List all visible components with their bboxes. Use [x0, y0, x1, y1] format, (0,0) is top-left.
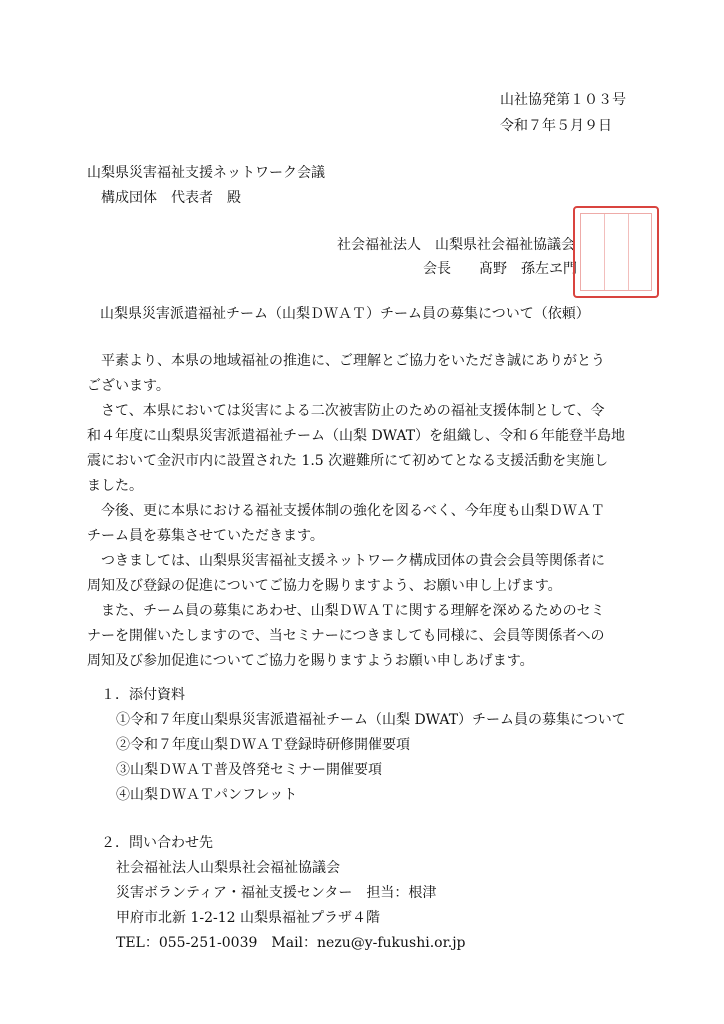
body-line: また、チーム員の募集にあわせ、山梨ＤＷＡＴに関する理解を深めるためのセミ — [101, 603, 605, 619]
contact-line: 甲府市北新 1-2-12 山梨県福祉プラザ４階 — [116, 910, 380, 926]
attachment-item: ④山梨ＤＷＡＴパンフレット — [116, 787, 298, 803]
attachment-item: ③山梨ＤＷＡＴ普及啓発セミナー開催要項 — [116, 762, 382, 778]
document-date: 令和７年５月９日 — [500, 118, 612, 134]
sender-title-name: 会長 髙野 孫左ヱ門 — [423, 261, 577, 277]
document-number: 山社協発第１０３号 — [500, 92, 626, 108]
contact-heading: ２．問い合わせ先 — [101, 835, 213, 851]
contact-line: 災害ボランティア・福祉支援センター 担当：根津 — [116, 885, 437, 901]
body-line: チーム員を募集させていただきます。 — [87, 528, 324, 544]
body-line: 今後、更に本県における福祉支援体制の強化を図るべく、今年度も山梨ＤＷＡＴ — [101, 503, 605, 519]
recipient-organization: 山梨県災害福祉支援ネットワーク会議 — [87, 165, 325, 181]
body-line: さて、本県においては災害による二次被害防止のための福祉支援体制として、令 — [101, 403, 605, 419]
contact-line: TEL：055-251-0039 Mail：nezu@y-fukushi.or.jp — [116, 935, 466, 951]
attachments-heading: １．添付資料 — [101, 687, 185, 703]
body-line: ました。 — [87, 478, 143, 494]
body-line: つきましては、山梨県災害福祉支援ネットワーク構成団体の貴会会員等関係者に — [101, 553, 605, 569]
body-line: 周知及び参加促進についてご協力を賜りますようお願い申しあげます。 — [87, 653, 534, 669]
attachment-item: ①令和７年度山梨県災害派遣福祉チーム（山梨 DWAT）チーム員の募集について — [116, 712, 626, 728]
body-line: ナーを開催いたしますので、当セミナーにつきましても同様に、会員等関係者への — [87, 628, 605, 644]
body-line: ございます。 — [87, 378, 170, 394]
official-seal — [573, 206, 659, 298]
body-line: 和４年度に山梨県災害派遣福祉チーム（山梨 DWAT）を組織し、令和６年能登半島地 — [87, 428, 626, 444]
recipient-member: 構成団体 代表者 殿 — [101, 190, 241, 206]
attachment-item: ②令和７年度山梨ＤＷＡＴ登録時研修開催要項 — [116, 737, 410, 753]
body-line: 平素より、本県の地域福祉の推進に、ご理解とご協力をいただき誠にありがとう — [101, 353, 605, 369]
body-line: 震において金沢市内に設置された 1.5 次避難所にて初めてとなる支援活動を実施し — [87, 453, 609, 469]
sender-organization: 社会福祉法人 山梨県社会福祉協議会 — [337, 237, 575, 253]
body-line: 周知及び登録の促進についてご協力を賜りますよう、お願い申し上げます。 — [87, 578, 562, 594]
subject: 山梨県災害派遣福祉チーム（山梨ＤＷＡＴ）チーム員の募集について（依頼） — [100, 306, 590, 322]
contact-line: 社会福祉法人山梨県社会福祉協議会 — [116, 860, 340, 876]
